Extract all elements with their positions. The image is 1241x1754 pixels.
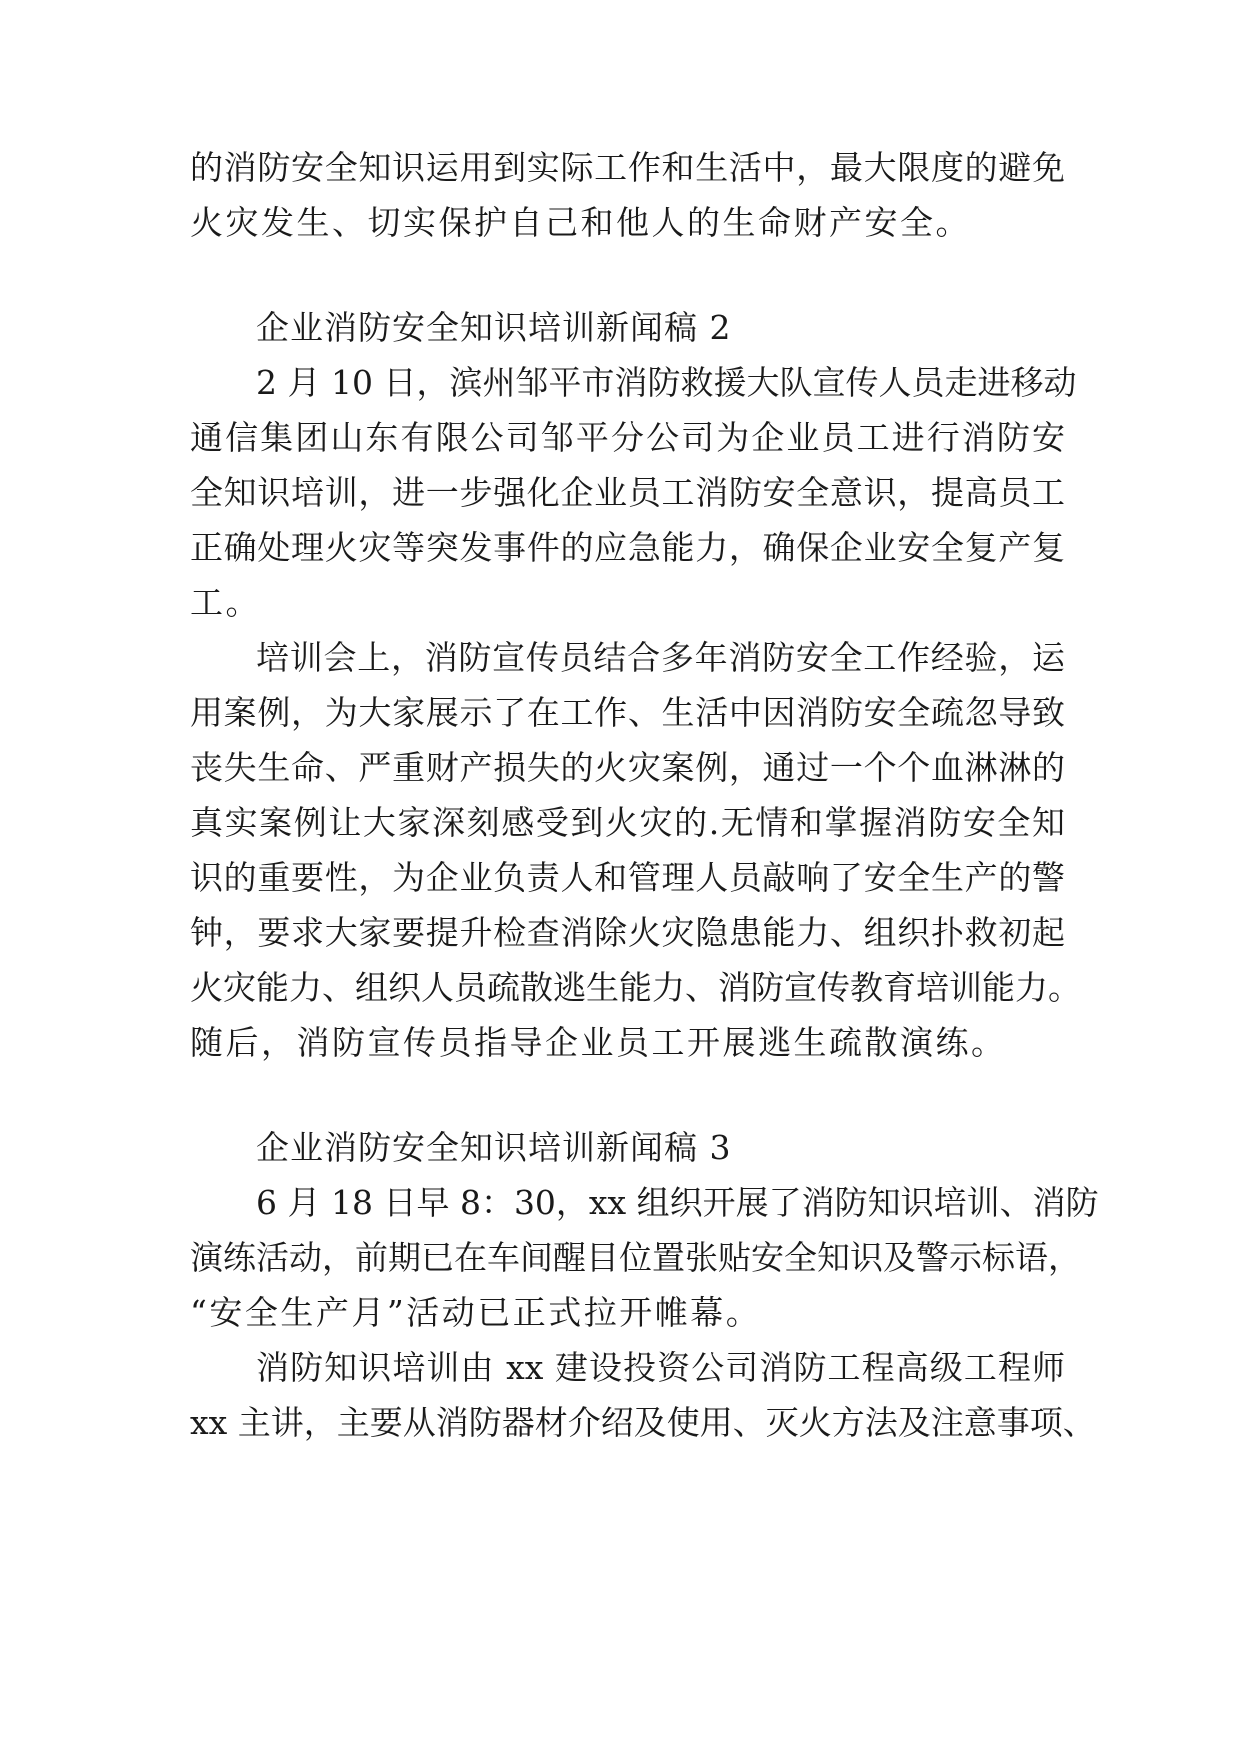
paragraph-line: “安全生产月”活动已正式拉开帷幕。 [190,1293,762,1332]
paragraph-line: 全知识培训，进一步强化企业员工消防安全意识，提高员工 [190,473,1065,512]
paragraph-line: 识的重要性，为企业负责人和管理人员敲响了安全生产的警 [190,858,1065,897]
paragraph-line: 火灾能力、组织人员疏散逃生能力、消防宣传教育培训能力。 [190,968,1081,1007]
paragraph-line: 通信集团山东有限公司邹平分公司为企业员工进行消防安 [190,418,1065,457]
paragraph-line: xx 主讲，主要从消防器材介绍及使用、灭火方法及注意事项、 [190,1403,1096,1442]
paragraph-line: 钟，要求大家要提升检查消除火灾隐患能力、组织扑救初起 [190,913,1065,952]
paragraph-line: 随后，消防宣传员指导企业员工开展逃生疏散演练。 [190,1023,1007,1062]
paragraph-line: 真实案例让大家深刻感受到火灾的.无情和掌握消防安全知 [190,803,1065,842]
paragraph-line: 消防知识培训由 xx 建设投资公司消防工程高级工程师 [256,1348,1065,1387]
paragraph-line: 工。 [190,583,261,622]
paragraph-line: 6 月 18 日早 8：30，xx 组织开展了消防知识培训、消防 [256,1183,1099,1222]
paragraph-line: 正确处理火灾等突发事件的应急能力，确保企业安全复产复 [190,528,1065,567]
paragraph-line: 丧失生命、严重财产损失的火灾案例，通过一个个血淋淋的 [190,748,1065,787]
paragraph-line: 演练活动，前期已在车间醒目位置张贴安全知识及警示标语， [190,1238,1081,1277]
paragraph-line: 的消防安全知识运用到实际工作和生活中，最大限度的避免 [190,148,1065,187]
paragraph-line: 培训会上，消防宣传员结合多年消防安全工作经验，运 [256,638,1065,677]
paragraph-line: 火灾发生、切实保护自己和他人的生命财产安全。 [190,203,971,242]
paragraph-line: 2 月 10 日，滨州邹平市消防救援大队宣传人员走进移动 [256,363,1077,402]
section-heading: 企业消防安全知识培训新闻稿 2 [256,308,732,347]
section-heading: 企业消防安全知识培训新闻稿 3 [256,1128,732,1167]
paragraph-line: 用案例，为大家展示了在工作、生活中因消防安全疏忽导致 [190,693,1065,732]
